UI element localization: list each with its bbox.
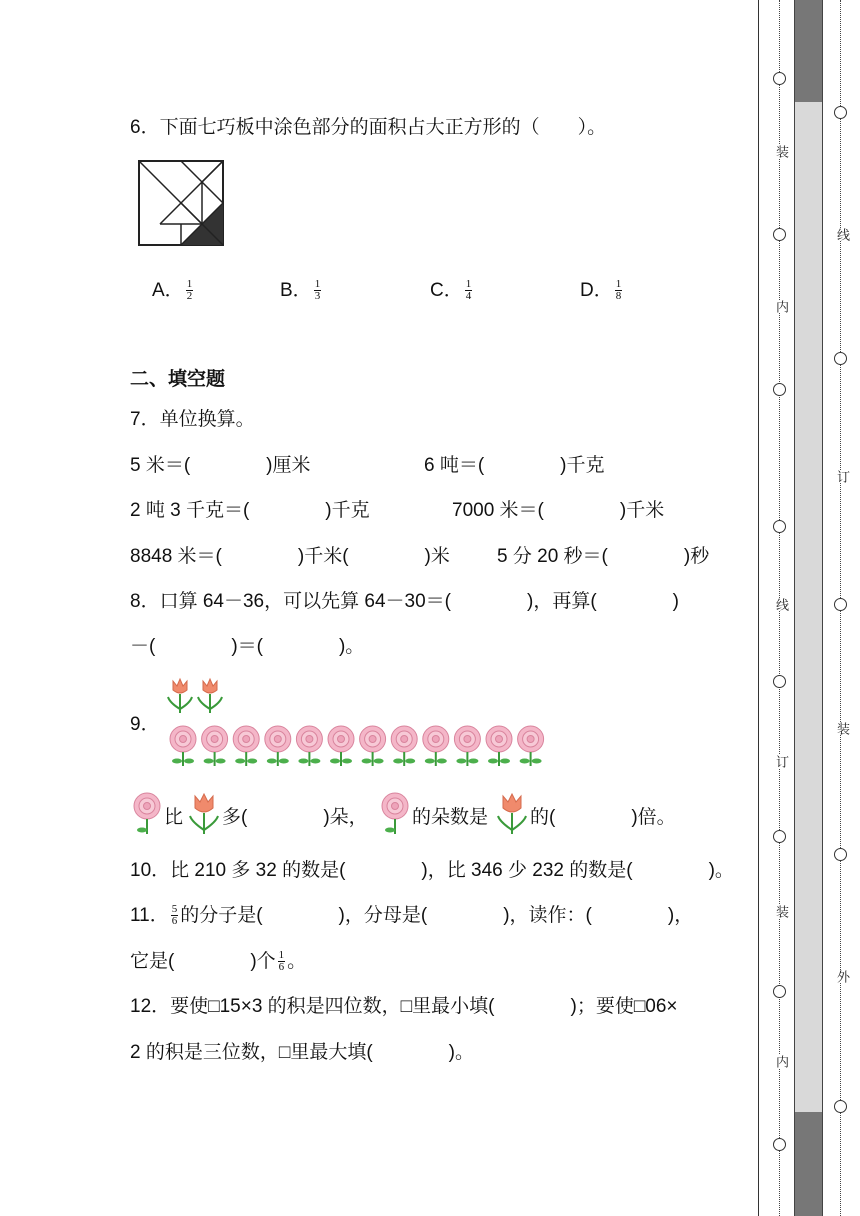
tulip-row xyxy=(166,677,230,715)
q12-line1: 12．要使□15×3 的积是四位数，□里最小填( )；要使□06× xyxy=(130,996,678,1017)
section-heading: 二、填空题 xyxy=(130,369,226,390)
option-b[interactable] xyxy=(280,275,323,302)
binding-circle xyxy=(773,985,786,998)
binding-char: 线 xyxy=(773,598,788,611)
q10: 10．比 210 多 32 的数是( )，比 346 少 232 的数是( )。 xyxy=(130,860,734,881)
binding-circle xyxy=(773,830,786,843)
rose xyxy=(391,726,417,766)
binding-char: 装 xyxy=(773,905,788,918)
binding-band-top xyxy=(795,0,822,102)
binding-char: 内 xyxy=(773,300,788,313)
option-d[interactable] xyxy=(580,275,624,302)
binding-circle xyxy=(834,106,847,119)
rose xyxy=(518,726,544,766)
rose-icon xyxy=(130,788,164,836)
q7-row2-left: 2 吨 3 千克＝( )千克 xyxy=(130,500,370,521)
tulip-icon xyxy=(186,788,222,836)
binding-circle xyxy=(773,72,786,85)
q11-line1 xyxy=(130,900,693,927)
binding-circle xyxy=(834,1100,847,1113)
binding-char: 装 xyxy=(773,145,788,158)
rose xyxy=(265,726,291,766)
binding-circle xyxy=(834,598,847,611)
tulip xyxy=(168,679,192,713)
rose xyxy=(360,726,386,766)
q9-number: 9． xyxy=(130,714,160,735)
binding-circle xyxy=(773,383,786,396)
q7-row1-right: 6 吨＝( )千克 xyxy=(424,455,605,476)
binding-char: 装 xyxy=(834,722,849,735)
q9-text-2: 多( )朵， xyxy=(222,807,368,828)
q7-row3-left: 8848 米＝( )千米( )米 xyxy=(130,546,450,567)
q6-stem: 6．下面七巧板中涂色部分的面积占大正方形的（ ）。 xyxy=(130,117,607,138)
q7-row1-left: 5 米＝( )厘米 xyxy=(130,455,311,476)
q7-row2-right: 7000 米＝( )千米 xyxy=(452,500,665,521)
option-d-label: D． xyxy=(580,280,613,301)
option-c-fraction: $\frac{1}{4}$ xyxy=(465,278,472,303)
binding-char: 线 xyxy=(834,228,849,241)
option-d-fraction: $\frac{1}{8}$ xyxy=(615,278,622,303)
q7-row3-right: 5 分 20 秒＝( )秒 xyxy=(497,546,710,567)
rose-icon xyxy=(378,788,412,836)
rose xyxy=(486,726,512,766)
rose xyxy=(296,726,322,766)
margin-border-left xyxy=(758,0,759,1216)
q11-fraction: $\frac{5}{6}$ xyxy=(171,903,178,928)
binding-circle xyxy=(834,848,847,861)
q11-line2-text: 它是( )个 xyxy=(130,951,276,972)
q9-text-4: 的( )倍。 xyxy=(530,807,676,828)
option-a[interactable] xyxy=(152,275,195,302)
binding-margin xyxy=(758,0,860,1216)
q11-number: 11． xyxy=(130,905,169,926)
binding-circle xyxy=(834,352,847,365)
rose xyxy=(170,726,196,766)
option-a-label: A． xyxy=(152,280,184,301)
q9-sentence xyxy=(130,788,730,836)
binding-char: 内 xyxy=(773,1055,788,1068)
q11-fraction-2: $\frac{1}{6}$ xyxy=(278,949,285,974)
q12-line2: 2 的积是三位数，□里最大填( )。 xyxy=(130,1042,474,1063)
binding-band-bottom xyxy=(795,1112,822,1216)
q8-line2: －( )＝( )。 xyxy=(130,636,365,657)
binding-band xyxy=(794,0,824,1216)
tulip-icon xyxy=(494,788,530,836)
tangram-figure xyxy=(138,160,224,246)
binding-circle xyxy=(773,228,786,241)
tulip xyxy=(198,679,222,713)
rose xyxy=(423,726,449,766)
binding-char: 外 xyxy=(834,970,849,983)
option-b-fraction: $\frac{1}{3}$ xyxy=(314,278,321,303)
q7-stem: 7．单位换算。 xyxy=(130,409,255,430)
binding-circle xyxy=(773,520,786,533)
rose xyxy=(202,726,228,766)
binding-char: 订 xyxy=(773,755,788,768)
q11-line2-end: 。 xyxy=(287,951,307,972)
binding-char: 订 xyxy=(834,470,849,483)
option-a-fraction: $\frac{1}{2}$ xyxy=(186,278,193,303)
rose xyxy=(454,726,480,766)
option-c[interactable] xyxy=(430,275,474,302)
rose-row xyxy=(166,724,556,768)
option-b-label: B． xyxy=(280,280,312,301)
rose xyxy=(233,726,259,766)
q9-text-3: 的朵数是 xyxy=(412,807,489,828)
binding-circle xyxy=(773,1138,786,1151)
q8-line1: 8．口算 64－36，可以先算 64－30＝( )，再算( ) xyxy=(130,591,679,612)
binding-circle xyxy=(773,675,786,688)
rose xyxy=(328,726,354,766)
option-c-label: C． xyxy=(430,280,463,301)
q9-text-1: 比 xyxy=(164,807,184,828)
q11-text: 的分子是( )，分母是( )，读作：( )， xyxy=(180,905,694,926)
q11-line2 xyxy=(130,946,306,973)
